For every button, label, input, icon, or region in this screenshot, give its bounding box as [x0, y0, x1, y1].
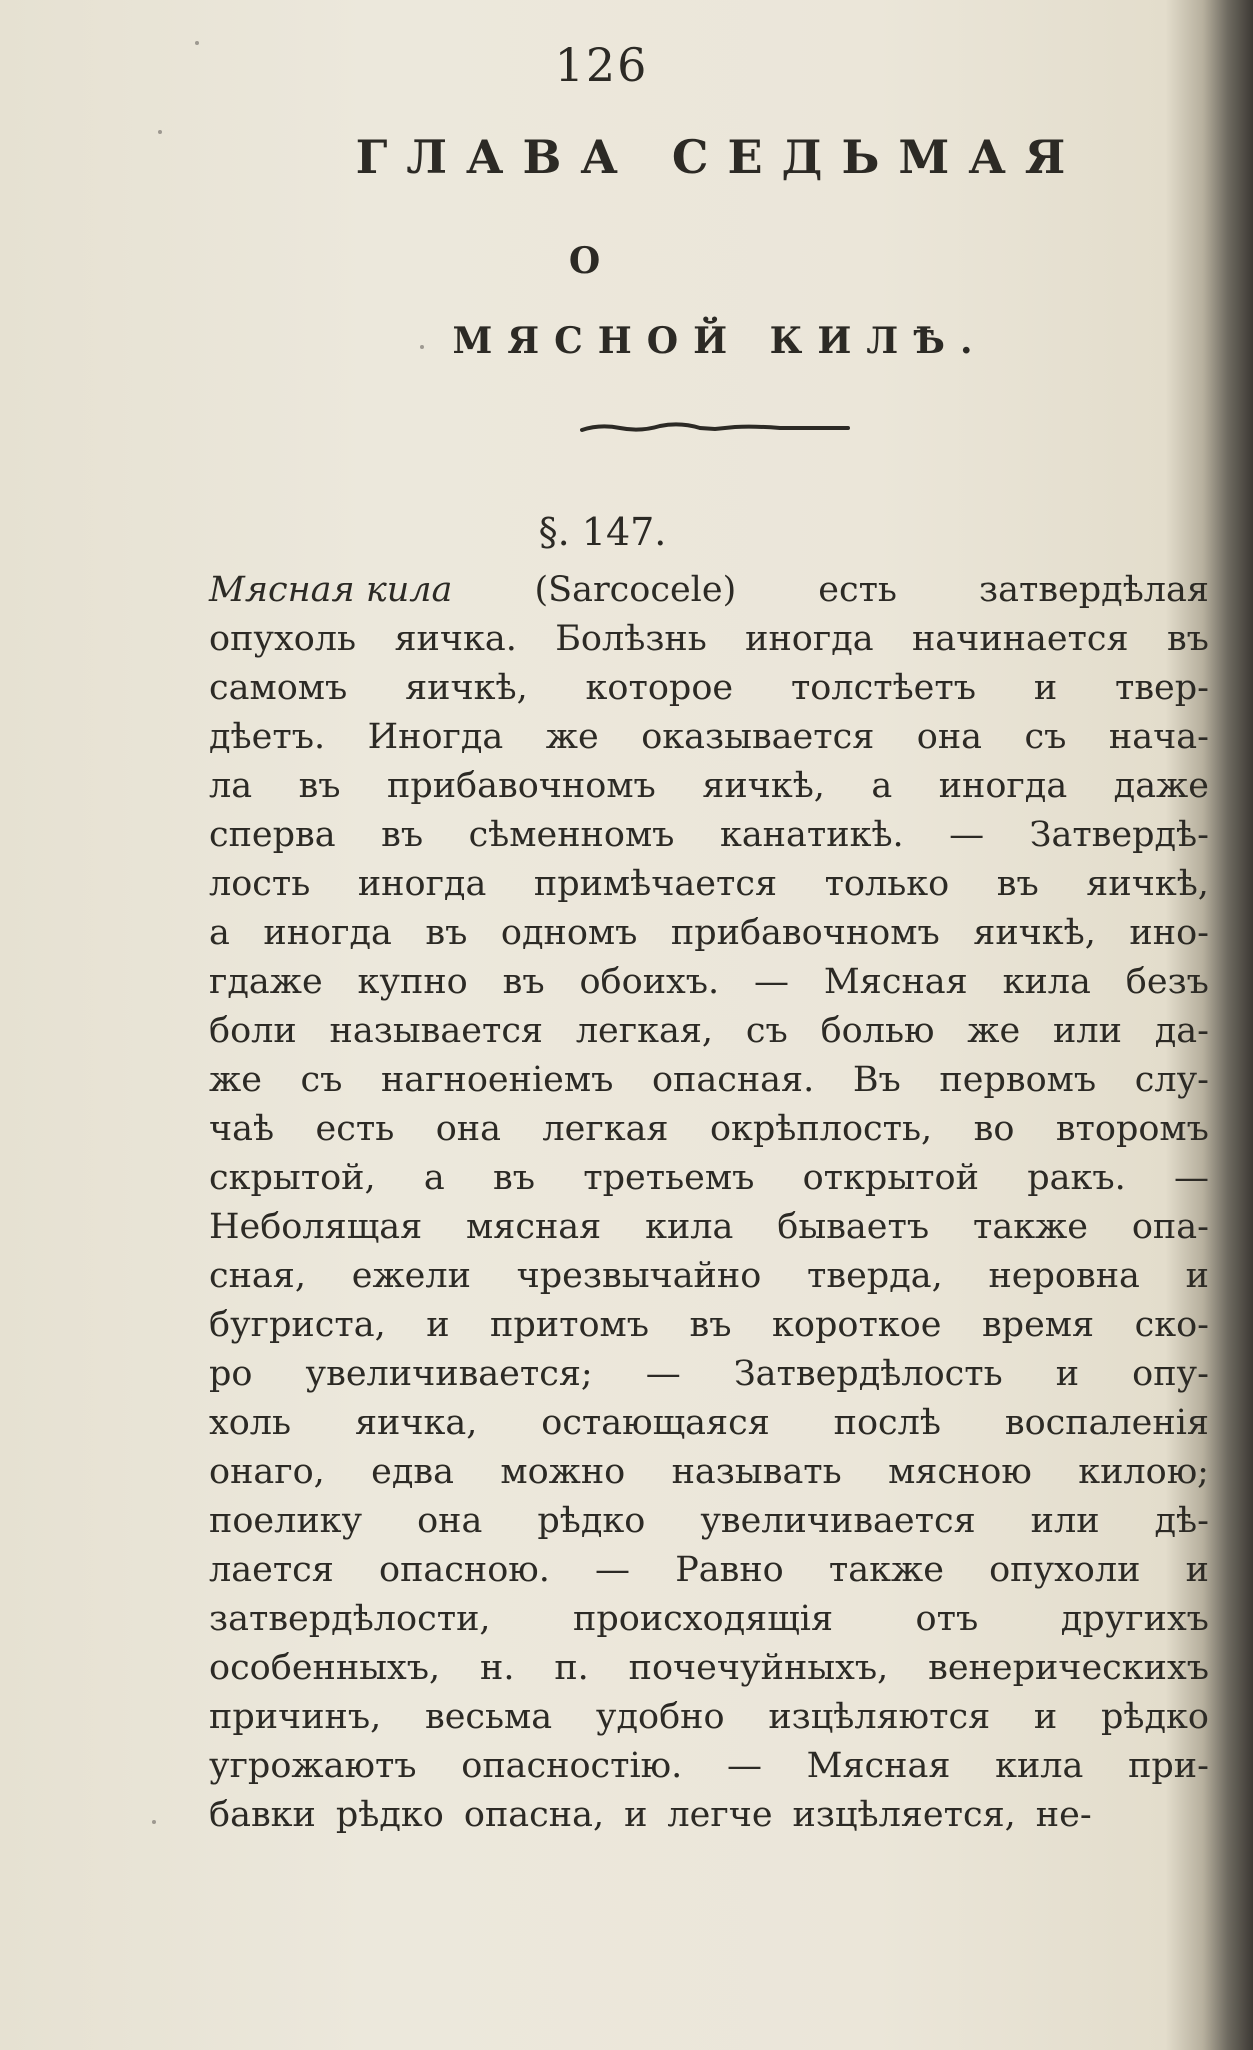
- decorative-rule-ornament: [580, 418, 850, 438]
- text-word: увеличивается;: [305, 1354, 593, 1394]
- text-word: третьемъ: [583, 1158, 755, 1198]
- text-word: кила: [995, 1746, 1084, 1786]
- text-word: —: [645, 1354, 681, 1394]
- text-word: прибавочномъ: [670, 913, 940, 953]
- text-word: же: [967, 1011, 1021, 1051]
- text-line: [209, 1546, 1209, 1595]
- text-word: открытой: [802, 1158, 979, 1198]
- text-word: поелику: [209, 1501, 363, 1541]
- text-line: [209, 1497, 1209, 1546]
- text-word: ракъ.: [1027, 1158, 1126, 1198]
- paper-speck: [152, 1820, 156, 1824]
- text-line: [209, 1693, 1209, 1742]
- text-word: притомъ: [490, 1305, 650, 1345]
- text-line: [209, 1056, 1209, 1105]
- term-italic: Мясная кила: [209, 570, 453, 610]
- text-line: [209, 1203, 1209, 1252]
- text-word: —: [595, 1550, 631, 1590]
- text-word: первомъ: [939, 1060, 1097, 1100]
- text-word: иногда: [745, 619, 874, 659]
- text-word: твер-: [1114, 668, 1209, 708]
- text-word: опухоли: [989, 1550, 1141, 1590]
- text-word: Неболящая: [209, 1207, 423, 1247]
- text-line: [209, 1350, 1209, 1399]
- text-word: онаго,: [209, 1452, 325, 1492]
- text-word: въ: [381, 815, 424, 855]
- text-line: [209, 1252, 1209, 1301]
- text-word: яичкѣ,: [973, 913, 1096, 953]
- text-word: кила: [1002, 962, 1091, 1002]
- text-line: [209, 958, 1209, 1007]
- text-word: начинается: [911, 619, 1129, 659]
- text-word: —: [1174, 1158, 1209, 1198]
- text-word: съ: [745, 1011, 788, 1051]
- text-word: ско-: [1134, 1305, 1209, 1345]
- text-word: время: [981, 1305, 1095, 1345]
- text-line: [209, 566, 1209, 615]
- text-word: яичкѣ,: [405, 668, 528, 708]
- text-word: чрезвычайно: [516, 1256, 762, 1296]
- text-line: [209, 1154, 1209, 1203]
- text-word: остающаяся: [541, 1403, 770, 1443]
- text-word: а: [871, 766, 893, 806]
- text-word: только: [824, 864, 950, 904]
- text-word: легче: [667, 1795, 773, 1835]
- text-word: называть: [671, 1452, 842, 1492]
- text-word: опасная.: [651, 1060, 815, 1100]
- text-word: также: [972, 1207, 1088, 1247]
- text-word: и: [1185, 1256, 1209, 1296]
- text-word: самомъ: [209, 668, 348, 708]
- text-word: окрѣплость,: [709, 1109, 933, 1149]
- text-word: сѣменномъ: [468, 815, 675, 855]
- text-word: неровна: [988, 1256, 1140, 1296]
- text-word: яичкѣ,: [702, 766, 825, 806]
- text-word: второмъ: [1055, 1109, 1209, 1149]
- text-line: [209, 1399, 1209, 1448]
- text-word: скрытой,: [209, 1158, 376, 1198]
- text-word: особенныхъ,: [209, 1648, 441, 1688]
- text-word: воспаленiя: [1004, 1403, 1209, 1443]
- text-word: другихъ: [1060, 1599, 1209, 1639]
- text-word: слу-: [1134, 1060, 1209, 1100]
- text-word: опасностiю.: [461, 1746, 683, 1786]
- text-word: опа-: [1131, 1207, 1209, 1247]
- text-word: и: [1033, 668, 1058, 708]
- text-word: почечуйныхъ,: [628, 1648, 889, 1688]
- text-word: рѣдко: [335, 1795, 444, 1835]
- text-word: и: [624, 1795, 648, 1835]
- section-number: §. 147.: [538, 510, 667, 554]
- text-line: [209, 1007, 1209, 1056]
- text-line: [209, 713, 1209, 762]
- text-word: а: [209, 913, 230, 953]
- text-word: —: [949, 815, 985, 855]
- text-word: угрожаютъ: [209, 1746, 417, 1786]
- text-word: затвердѣлая: [979, 570, 1209, 610]
- chapter-title: ГЛАВА СЕДЬМАЯ: [355, 130, 1085, 184]
- text-word: Затвердѣ-: [1029, 815, 1209, 855]
- text-word: отъ: [915, 1599, 979, 1639]
- text-word: едва: [371, 1452, 454, 1492]
- text-line: [209, 860, 1209, 909]
- page-number: 126: [554, 38, 649, 92]
- text-word: причинъ,: [209, 1697, 382, 1737]
- text-word: Мясная: [823, 962, 968, 1002]
- text-word: ино-: [1129, 913, 1209, 953]
- text-word: при-: [1128, 1746, 1209, 1786]
- text-word: яичкѣ,: [1086, 864, 1209, 904]
- text-word: и: [1185, 1550, 1209, 1590]
- text-word: бываетъ: [777, 1207, 930, 1247]
- text-word: иногда: [938, 766, 1068, 806]
- text-word: во: [973, 1109, 1015, 1149]
- text-word: яичка.: [394, 619, 517, 659]
- text-word: и: [426, 1305, 450, 1345]
- text-word: въ: [996, 864, 1039, 904]
- text-word: съ: [300, 1060, 343, 1100]
- text-word: —: [726, 1746, 762, 1786]
- text-word: она: [435, 1109, 501, 1149]
- text-word: опу-: [1132, 1354, 1209, 1394]
- text-word: ла: [209, 766, 253, 806]
- text-word: сперва: [209, 815, 336, 855]
- text-word: дѣ-: [1154, 1501, 1209, 1541]
- text-word: также: [828, 1550, 944, 1590]
- text-word: чаѣ: [209, 1109, 275, 1149]
- text-word: она: [916, 717, 983, 757]
- text-word: н.: [480, 1648, 515, 1688]
- text-word: дѣетъ.: [209, 717, 326, 757]
- text-word: Иногда: [367, 717, 504, 757]
- text-word: весьма: [424, 1697, 553, 1737]
- text-word: изцѣляются: [768, 1697, 991, 1737]
- text-word: въ: [689, 1305, 732, 1345]
- text-line: [209, 1595, 1209, 1644]
- text-word: да-: [1154, 1011, 1209, 1051]
- text-word: рѣдко: [537, 1501, 646, 1541]
- text-word: же: [209, 1060, 262, 1100]
- text-word: мясная: [466, 1207, 602, 1247]
- text-word: килою;: [1078, 1452, 1209, 1492]
- text-word: удобно: [595, 1697, 725, 1737]
- chapter-subject: МЯСНОЙ КИЛѢ.: [452, 320, 988, 362]
- text-line: [209, 1742, 1209, 1791]
- text-word: есть: [315, 1109, 395, 1149]
- text-word: кила: [645, 1207, 734, 1247]
- text-line: [209, 1644, 1209, 1693]
- text-word: или: [1053, 1011, 1122, 1051]
- text-word: канатикѣ.: [719, 815, 904, 855]
- text-word: легкая: [542, 1109, 669, 1149]
- text-word: происходящiя: [573, 1599, 834, 1639]
- text-word: мясною: [888, 1452, 1032, 1492]
- text-word: нагноенiемъ: [380, 1060, 614, 1100]
- text-word: иногда: [357, 864, 487, 904]
- text-word: оказывается: [641, 717, 875, 757]
- text-word: Равно: [675, 1550, 784, 1590]
- text-word: венерическихъ: [928, 1648, 1209, 1688]
- text-line: [209, 811, 1209, 860]
- text-word: сная,: [209, 1256, 307, 1296]
- text-word: она: [417, 1501, 483, 1541]
- text-word: обоихъ.: [579, 962, 720, 1002]
- text-word: увеличивается: [700, 1501, 976, 1541]
- paper-speck: [420, 345, 424, 349]
- text-word: боли: [209, 1011, 297, 1051]
- text-line: [209, 664, 1209, 713]
- text-line: [209, 615, 1209, 664]
- text-word: рѣдко: [1100, 1697, 1209, 1737]
- text-word: и: [1055, 1354, 1080, 1394]
- text-word: —: [754, 962, 790, 1002]
- text-word: прибавочномъ: [387, 766, 656, 806]
- text-word: даже: [1113, 766, 1209, 806]
- text-line: [209, 909, 1209, 958]
- text-word: послѣ: [833, 1403, 941, 1443]
- text-word: Мясная: [806, 1746, 951, 1786]
- text-word: есть: [818, 570, 897, 610]
- text-word: въ: [502, 962, 545, 1002]
- text-word: примѣчается: [533, 864, 778, 904]
- text-word: бавки: [209, 1795, 316, 1835]
- text-word: съ: [1024, 717, 1067, 757]
- text-word: Въ: [852, 1060, 901, 1100]
- text-line: [209, 762, 1209, 811]
- text-word: или: [1030, 1501, 1100, 1541]
- text-word: иногда: [263, 913, 392, 953]
- text-word: тверда,: [807, 1256, 943, 1296]
- text-line: [209, 1105, 1209, 1154]
- text-word: Болѣзнь: [555, 619, 707, 659]
- paper-speck: [158, 130, 162, 134]
- text-line: [209, 1301, 1209, 1350]
- text-word: Затвердѣлость: [733, 1354, 1003, 1394]
- text-word: лается: [209, 1550, 334, 1590]
- text-word: которое: [585, 668, 734, 708]
- text-word: въ: [493, 1158, 535, 1198]
- text-word: нача-: [1108, 717, 1209, 757]
- text-line: [209, 1448, 1209, 1497]
- text-word: и: [1033, 1697, 1058, 1737]
- body-text: [209, 566, 1209, 1840]
- text-word: холь: [209, 1403, 292, 1443]
- text-word: купно: [357, 962, 468, 1002]
- text-word: гдаже: [209, 962, 323, 1002]
- text-word: изцѣляется,: [792, 1795, 1016, 1835]
- text-word: ро: [209, 1354, 253, 1394]
- text-word: а: [423, 1158, 445, 1198]
- text-word: безъ: [1125, 962, 1209, 1002]
- text-word: легкая,: [575, 1011, 714, 1051]
- text-line: [209, 1791, 1209, 1840]
- paper-speck: [195, 41, 199, 45]
- chapter-title-preposition: О: [568, 240, 601, 282]
- text-word: лость: [209, 864, 311, 904]
- text-word: называется: [329, 1011, 544, 1051]
- text-word: можно: [500, 1452, 626, 1492]
- text-word: же: [545, 717, 599, 757]
- text-word: ежели: [351, 1256, 471, 1296]
- text-word: въ: [425, 913, 468, 953]
- text-word: болью: [820, 1011, 935, 1051]
- text-word: (Sarcocele): [534, 570, 737, 610]
- text-word: опасна,: [463, 1795, 605, 1835]
- text-word: въ: [1166, 619, 1209, 659]
- text-word: затвердѣлости,: [209, 1599, 491, 1639]
- text-word: не-: [1035, 1795, 1092, 1835]
- text-word: яичка,: [354, 1403, 478, 1443]
- text-word: короткое: [772, 1305, 942, 1345]
- text-word: одномъ: [500, 913, 638, 953]
- text-word: бугриста,: [209, 1305, 386, 1345]
- text-word: въ: [298, 766, 341, 806]
- text-word: опухоль: [209, 619, 357, 659]
- text-word: опасною.: [379, 1550, 550, 1590]
- text-word: толстѣетъ: [790, 668, 977, 708]
- text-word: п.: [554, 1648, 589, 1688]
